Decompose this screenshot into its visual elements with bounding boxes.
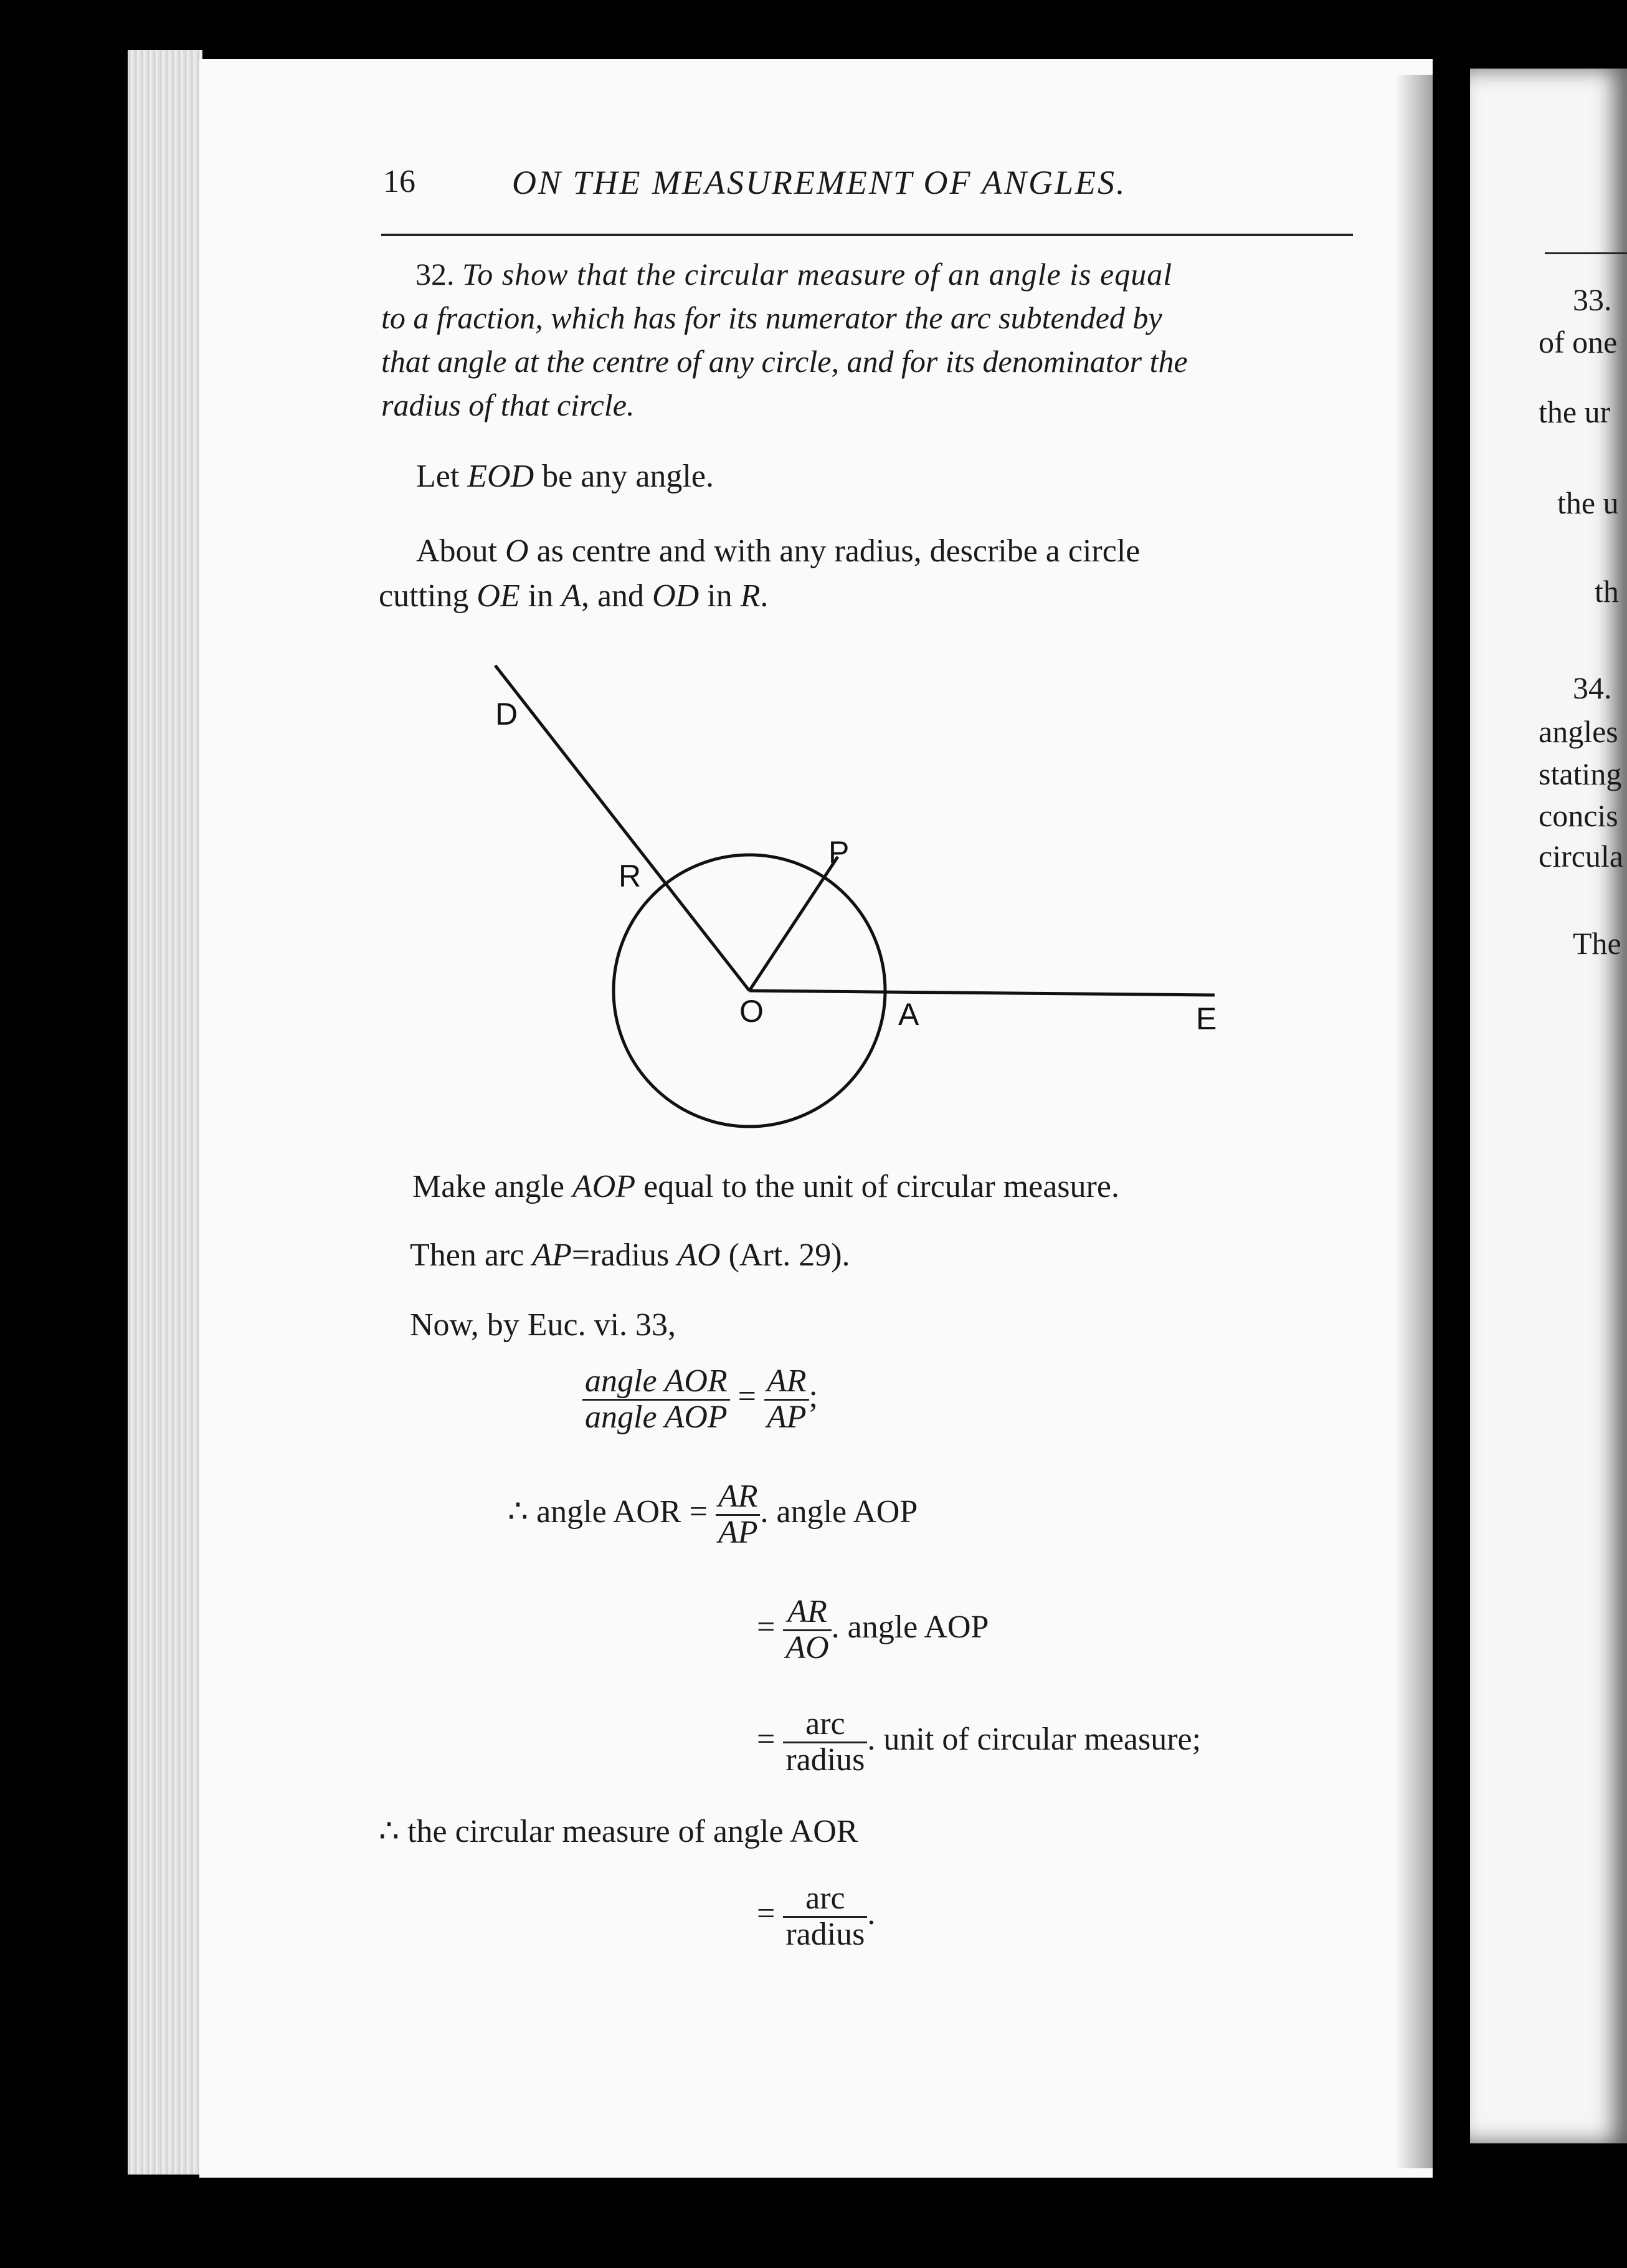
now-line: Now, by Euc. vi. 33, bbox=[410, 1307, 676, 1343]
facing-fragment-4: the u bbox=[1557, 485, 1619, 520]
eq4-fraction: $\frac{\text{arc}}{\text{radius}}$ bbox=[783, 1707, 867, 1777]
label-r: R bbox=[619, 859, 642, 893]
about-line-1: About O as centre and with any radius, describe a circle bbox=[416, 533, 1141, 569]
let-line: Let EOD be any angle. bbox=[416, 459, 714, 494]
equation-1: $\frac{\text{angle AOR}}{\text{angle AOP}}$ = $\frac{AR}{AP}$ ; bbox=[582, 1365, 818, 1434]
label-d: D bbox=[495, 697, 518, 731]
eq2-equals: = bbox=[689, 1494, 708, 1530]
equation-2: ∴ angle AOR = $\frac{AR}{AP}$ . angle AOP bbox=[508, 1479, 918, 1550]
facing-fragment-10: circula bbox=[1539, 839, 1624, 874]
label-o: O bbox=[739, 994, 764, 1029]
equation-3: = $\frac{AR}{AO}$ . angle AOP bbox=[757, 1594, 989, 1665]
eq1-right-fraction: $\frac{AR}{AP}$ bbox=[764, 1365, 809, 1434]
facing-fragment-3: the ur bbox=[1539, 394, 1611, 429]
eq5-fraction: $\frac{\text{arc}}{\text{radius}}$ bbox=[783, 1882, 867, 1951]
page-number: 16 bbox=[383, 164, 415, 199]
equation-5: = $\frac{\text{arc}}{\text{radius}}$ . bbox=[757, 1880, 876, 1952]
then-line: Then arc AP=radius AO (Art. 29). bbox=[410, 1237, 850, 1273]
eq5-equals: = bbox=[757, 1896, 776, 1932]
facing-fragment-7: angles bbox=[1539, 714, 1618, 749]
proposition-line-3: that angle at the centre of any circle, and for its denominator the bbox=[381, 344, 1188, 379]
equation-4: = $\frac{\text{arc}}{\text{radius}}$ . unit of circular measure; bbox=[757, 1706, 1202, 1778]
label-a: A bbox=[898, 997, 919, 1032]
facing-fragment-11: The bbox=[1573, 926, 1621, 961]
facing-fragment-8: stating bbox=[1539, 756, 1622, 791]
eq1-equals: = bbox=[738, 1379, 756, 1415]
conclusion-line: ∴ the circular measure of angle AOR bbox=[379, 1814, 858, 1849]
label-p: P bbox=[828, 835, 850, 870]
make-line: Make angle AOP equal to the unit of circular measure. bbox=[412, 1169, 1119, 1204]
line-oe bbox=[749, 991, 1215, 995]
about-line-2: cutting OE in A, and OD in R. bbox=[379, 578, 769, 614]
figure-labels bbox=[495, 697, 1217, 1036]
proposition-line-2: to a fraction, which has for its numerator the arc subtended by bbox=[381, 300, 1162, 335]
facing-fragment-2: of one bbox=[1539, 325, 1618, 360]
eq1-left-fraction: $\frac{\text{angle AOR}}{\text{angle AOP}}$ bbox=[582, 1365, 730, 1434]
label-e: E bbox=[1196, 1001, 1217, 1036]
article-number: 32. bbox=[415, 257, 455, 292]
running-head: ON THE MEASUREMENT OF ANGLES. bbox=[512, 164, 1127, 201]
eq3-fraction: $\frac{AR}{AO}$ bbox=[783, 1595, 831, 1665]
proposition-line-1: 32. To show that the circular measure of an angle is equal bbox=[415, 257, 1173, 292]
facing-fragment-9: concis bbox=[1539, 798, 1618, 833]
facing-fragment-6: 34. bbox=[1573, 670, 1612, 705]
figure-lines bbox=[495, 665, 1215, 1127]
line-op bbox=[749, 857, 838, 991]
eq3-equals: = bbox=[757, 1609, 776, 1646]
facing-header-rule bbox=[1545, 252, 1627, 254]
facing-fragment-1: 33. bbox=[1573, 282, 1612, 317]
facing-fragment-5: th bbox=[1595, 574, 1619, 609]
eq2-fraction: $\frac{AR}{AP}$ bbox=[716, 1480, 761, 1550]
proposition-line-4: radius of that circle. bbox=[381, 388, 635, 422]
eq4-equals: = bbox=[757, 1722, 776, 1758]
